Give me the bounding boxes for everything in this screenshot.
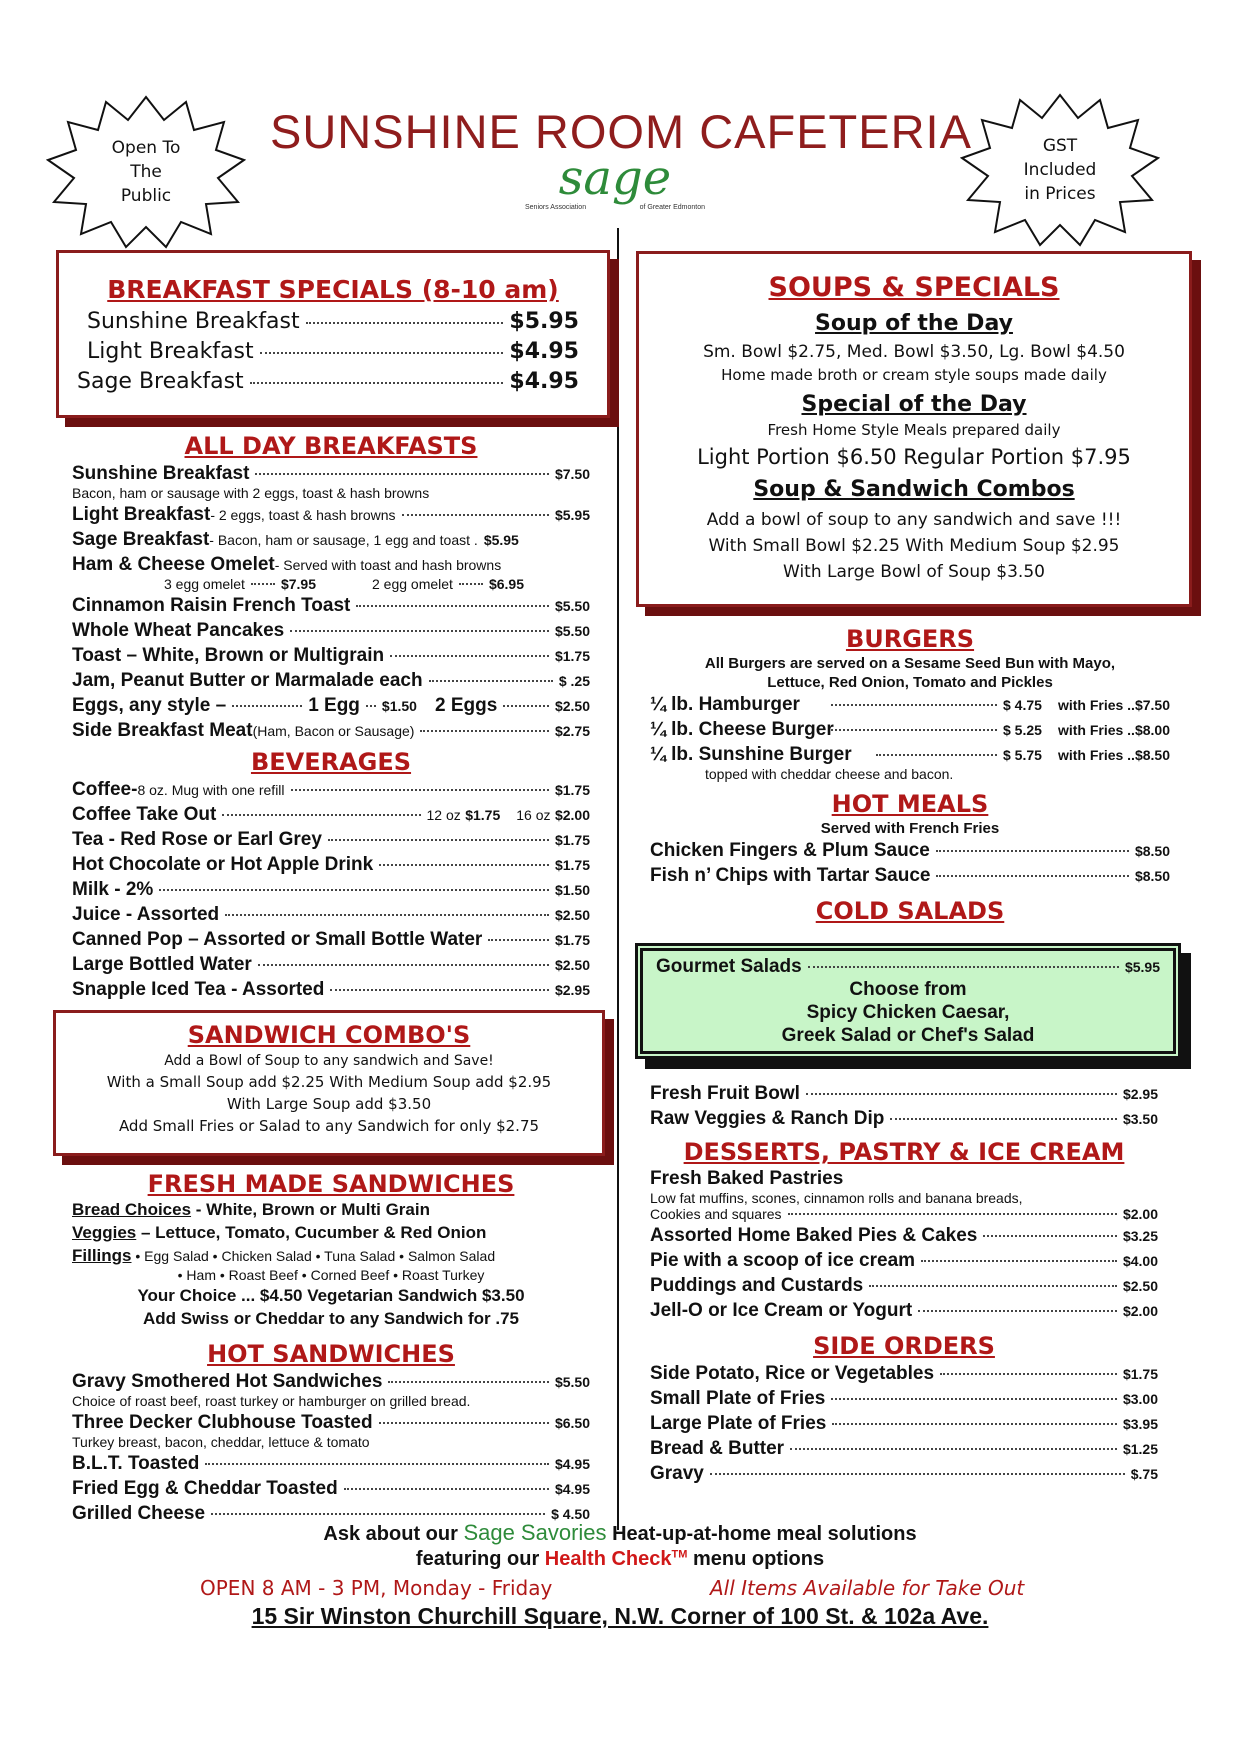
item-price: $5.50: [554, 623, 590, 639]
addon-line: Add Swiss or Cheddar to any Sandwich for .75: [143, 1309, 519, 1328]
footer-text: Heat-up-at-home meal solutions: [606, 1523, 917, 1545]
item-price: $5.95: [483, 532, 519, 548]
menu-row: [72, 979, 590, 1001]
fillings-label: Fillings: [72, 1246, 132, 1265]
option-price: $1.75: [465, 807, 501, 823]
item-name: ¼ lb. Sunshine Burger: [650, 744, 852, 765]
item-price: $4.95: [554, 1456, 590, 1472]
footer-text: Ask about our: [323, 1523, 464, 1545]
item-price: $1.75: [554, 648, 590, 664]
item-name: Coffee Take Out: [72, 804, 217, 825]
item-name: Juice - Assorted: [72, 904, 220, 925]
menu-row: [72, 854, 590, 876]
burst-left-line: The: [130, 162, 162, 182]
menu-row: [650, 865, 1170, 887]
special-note: Fresh Home Style Meals prepared daily: [767, 421, 1061, 439]
burst-right-line: GST: [1042, 136, 1078, 156]
all-day-breakfasts-section: [72, 432, 590, 742]
item-name: Light Breakfast: [72, 504, 211, 525]
footer-text: menu options: [687, 1548, 825, 1570]
menu-row: [650, 1388, 1158, 1410]
item-price: $ 4.50: [551, 1506, 590, 1522]
breakfast-specials-box: [56, 250, 610, 418]
menu-row: [72, 504, 590, 526]
menu-row: [650, 1363, 1158, 1385]
menu-row: [72, 645, 590, 667]
menu-row: [72, 463, 590, 485]
option-name: 2 egg omelet: [372, 576, 453, 592]
item-name: Gravy Smothered Hot Sandwiches: [72, 1371, 383, 1392]
menu-row: [650, 1413, 1158, 1435]
burst-right-line: Included: [1023, 160, 1097, 180]
menu-row: [72, 954, 590, 976]
open-to-public-burst: [46, 92, 246, 252]
item-name: Gravy: [650, 1463, 704, 1484]
item-name: Coffee-: [72, 779, 138, 800]
item-name: Three Decker Clubhouse Toasted: [72, 1412, 373, 1433]
trademark-mark: TM: [671, 1548, 688, 1561]
item-price: $2.50: [554, 957, 590, 973]
item-desc: Choice of roast beef, roast turkey or hamburger on grilled bread.: [72, 1393, 471, 1409]
hot-sandwiches-heading: HOT SANDWICHES: [207, 1340, 455, 1368]
menu-row: [72, 779, 590, 801]
logo-word: sage: [558, 150, 672, 206]
combo-line: Add Small Fries or Salad to any Sandwich for only $2.75: [118, 1117, 540, 1135]
option-price: $7.95: [280, 576, 316, 592]
item-name: Assorted Home Baked Pies & Cakes: [650, 1225, 978, 1246]
veggies-choices: – Lettuce, Tomato, Cucumber & Red Onion: [136, 1223, 487, 1242]
burger-desc: All Burgers are served on a Sesame Seed Bun with Mayo,: [704, 655, 1116, 672]
combo-line: Add a bowl of soup to any sandwich and save !!!: [706, 510, 1122, 530]
item-desc: (Ham, Bacon or Sausage): [252, 723, 415, 739]
combo-line: With Small Bowl $2.25 With Medium Soup $2.95: [708, 536, 1120, 556]
item-price: $4.95: [554, 1481, 590, 1497]
special-price: $4.95: [509, 369, 579, 394]
with-fries-price: with Fries ..$7.50: [1057, 697, 1170, 713]
item-price: $1.50: [554, 882, 590, 898]
page-title: SUNSHINE ROOM CAFETERIA: [270, 105, 972, 158]
hot-meals-section: [650, 790, 1170, 887]
burger-row: [650, 744, 1170, 766]
item-name: Sage Breakfast: [72, 529, 210, 550]
fresh-sandwiches-heading: FRESH MADE SANDWICHES: [147, 1170, 515, 1198]
address-text: 15 Sir Winston Churchill Square, N.W. Corner of 100 St. & 102a Ave.: [251, 1603, 989, 1629]
option-name: 16 oz: [516, 807, 551, 823]
menu-row: [72, 804, 590, 826]
item-name: Whole Wheat Pancakes: [72, 620, 285, 641]
pastries-desc: Low fat muffins, scones, cinnamon rolls and banana breads,: [650, 1190, 1023, 1206]
option-name: 3 egg omelet: [164, 576, 245, 592]
menu-row: [72, 695, 590, 717]
item-price: $1.25: [1122, 1441, 1158, 1457]
special-name: Sunshine Breakfast: [87, 309, 300, 334]
combo-line: With Large Soup add $3.50: [226, 1095, 432, 1113]
fillings-line: [72, 1246, 590, 1266]
veggies-line: [72, 1223, 590, 1243]
bread-label: Bread Choices: [72, 1200, 192, 1219]
combo-line: Add a Bowl of Soup to any sandwich and Save!: [164, 1053, 494, 1069]
item-name: Sunshine Breakfast: [72, 463, 250, 484]
soup-of-the-day: Soup of the Day: [815, 311, 1013, 336]
item-price: $2.95: [554, 982, 590, 998]
soup-sandwich-combos: Soup & Sandwich Combos: [753, 477, 1075, 502]
item-name: Grilled Cheese: [72, 1503, 206, 1524]
all-day-heading: ALL DAY BREAKFASTS: [184, 432, 478, 460]
item-price: $2.95: [1122, 1086, 1158, 1102]
veggies-label: Veggies: [72, 1223, 137, 1242]
item-name: Fried Egg & Cheddar Toasted: [72, 1478, 338, 1499]
item-price: $ .25: [558, 673, 590, 689]
combo-line: With a Small Soup add $2.25 With Medium Soup add $2.95: [106, 1073, 552, 1091]
option-price: $2.50: [554, 698, 590, 714]
item-name: Bread & Butter: [650, 1438, 785, 1459]
item-price: $.75: [1130, 1466, 1158, 1482]
soups-heading: SOUPS & SPECIALS: [768, 272, 1060, 303]
burst-right-line: in Prices: [1024, 184, 1096, 204]
item-name: Small Plate of Fries: [650, 1388, 826, 1409]
item-name: Pie with a scoop of ice cream: [650, 1250, 916, 1271]
sage-savories-text: Sage Savories: [463, 1520, 607, 1545]
menu-row: [650, 1250, 1158, 1272]
item-name: Fish n’ Chips with Tartar Sauce: [650, 865, 931, 886]
item-name: Jell-O or Ice Cream or Yogurt: [650, 1300, 913, 1321]
item-name: Puddings and Custards: [650, 1275, 864, 1296]
item-price: $3.95: [1122, 1416, 1158, 1432]
with-fries-price: with Fries ..$8.00: [1057, 722, 1170, 738]
special-of-the-day: Special of the Day: [801, 392, 1027, 417]
sandwich-combos-box: [53, 1010, 605, 1156]
hours-text: OPEN 8 AM - 3 PM, Monday - Friday: [200, 1576, 553, 1600]
item-price: $2.00: [1122, 1303, 1158, 1319]
menu-row: [72, 929, 590, 951]
menu-row: [72, 720, 590, 742]
gourmet-salads-box: [635, 943, 1181, 1059]
special-row: [77, 309, 579, 334]
portion-prices: Light Portion $6.50 Regular Portion $7.95: [697, 445, 1131, 469]
item-name: Milk - 2%: [72, 879, 154, 900]
column-divider: [617, 228, 619, 1530]
with-fries-price: with Fries ..$8.50: [1057, 747, 1170, 763]
combo-line: With Large Bowl of Soup $3.50: [783, 562, 1045, 582]
item-price: $5.50: [554, 598, 590, 614]
item-name: Fresh Fruit Bowl: [650, 1083, 800, 1104]
item-price: $6.50: [554, 1415, 590, 1431]
item-price: $2.75: [554, 723, 590, 739]
fresh-sandwiches-section: [72, 1170, 590, 1329]
item-name: Snapple Iced Tea - Assorted: [72, 979, 325, 1000]
menu-row: [650, 1300, 1158, 1322]
fillings-line-2: • Ham • Roast Beef • Corned Beef • Roast Turkey: [177, 1267, 485, 1283]
burger-row: [650, 694, 1170, 716]
special-name: Light Breakfast: [87, 339, 254, 364]
savories-line: [0, 1520, 1240, 1546]
hot-meals-note: Served with French Fries: [820, 820, 1000, 837]
burst-left-line: Public: [120, 186, 172, 206]
menu-row: [72, 670, 590, 692]
option-name: 2 Eggs: [434, 695, 498, 716]
item-name: Raw Veggies & Ranch Dip: [650, 1108, 885, 1129]
gst-included-burst: [960, 90, 1160, 250]
item-price: $8.50: [1134, 843, 1170, 859]
option-price: $2.00: [554, 807, 590, 823]
soup-bowls: Sm. Bowl $2.75, Med. Bowl $3.50, Lg. Bowl $4.50: [703, 342, 1125, 362]
item-desc: Bacon, ham or sausage with 2 eggs, toast & hash browns: [72, 485, 430, 501]
menu-row: [72, 1453, 590, 1475]
item-name: Eggs, any style –: [72, 695, 227, 716]
burger-desc: Lettuce, Red Onion, Tomato and Pickles: [767, 674, 1053, 691]
item-price: $1.75: [554, 932, 590, 948]
desserts-section: [650, 1138, 1158, 1322]
item-price: $1.75: [1122, 1366, 1158, 1382]
menu-row: [72, 554, 590, 576]
takeout-text: All Items Available for Take Out: [710, 1576, 1025, 1600]
item-name: Ham & Cheese Omelet: [72, 554, 275, 575]
special-name: Sage Breakfast: [77, 369, 244, 394]
menu-row: [72, 829, 590, 851]
item-price: $2.00: [1122, 1206, 1158, 1222]
beverages-heading: BEVERAGES: [250, 748, 412, 776]
item-name: Side Potato, Rice or Vegetables: [650, 1363, 935, 1384]
item-name: Jam, Peanut Butter or Marmalade each: [72, 670, 423, 691]
health-check-text: Health Check: [544, 1548, 672, 1570]
footer-text: featuring our: [415, 1548, 545, 1570]
menu-row: [650, 1108, 1158, 1130]
item-name: ¼ lb. Hamburger: [650, 694, 800, 715]
item-price: $1.75: [554, 832, 590, 848]
soup-note: Home made broth or cream style soups made daily: [721, 366, 1107, 384]
side-orders-section: [650, 1332, 1158, 1485]
item-price: $5.95: [554, 507, 590, 523]
burger-topping-note: topped with cheddar cheese and bacon.: [705, 766, 954, 782]
salad-choice-line: Greek Salad or Chef's Salad: [781, 1025, 1035, 1046]
menu-row: [650, 1275, 1158, 1297]
health-check-line: [0, 1548, 1240, 1571]
menu-row: [650, 1225, 1158, 1247]
menu-row: [72, 904, 590, 926]
option-name: 12 oz: [426, 807, 461, 823]
burgers-section: [650, 625, 1170, 782]
item-desc: - Bacon, ham or sausage, 1 egg and toast .: [209, 532, 478, 548]
special-row: [77, 369, 579, 394]
item-name: B.L.T. Toasted: [72, 1453, 200, 1474]
item-desc: - Served with toast and hash browns: [274, 557, 502, 573]
menu-row: [650, 1438, 1158, 1460]
special-row: [77, 339, 579, 364]
sage-logo: [525, 150, 705, 211]
item-price: $8.50: [1134, 868, 1170, 884]
menu-row: [72, 595, 590, 617]
bread-line: [72, 1200, 590, 1220]
option-price: $6.95: [488, 576, 524, 592]
hot-meals-heading: HOT MEALS: [831, 790, 989, 818]
option-price: $1.50: [381, 698, 417, 714]
burger-row: [650, 719, 1170, 741]
item-name: Cinnamon Raisin French Toast: [72, 595, 351, 616]
item-name: Canned Pop – Assorted or Small Bottle Water: [72, 929, 483, 950]
item-price: $1.75: [554, 782, 590, 798]
item-name: Gourmet Salads: [656, 956, 802, 977]
bread-choices: - White, Brown or Multi Grain: [191, 1200, 430, 1219]
item-name: ¼ lb. Cheese Burger: [650, 719, 834, 740]
fillings-choices: • Egg Salad • Chicken Salad • Tuna Salad • Salmon Salad: [131, 1248, 496, 1264]
item-name: Large Plate of Fries: [650, 1413, 827, 1434]
pastries-title: Fresh Baked Pastries: [650, 1168, 844, 1189]
item-price: $ 5.25: [1003, 722, 1042, 738]
burst-left-line: Open To: [111, 138, 181, 158]
item-name: Cookies and squares: [650, 1206, 782, 1222]
item-price: $4.00: [1122, 1253, 1158, 1269]
menu-row: [650, 1463, 1158, 1485]
item-price: $3.00: [1122, 1391, 1158, 1407]
item-price: $1.75: [554, 857, 590, 873]
item-price: $ 5.75: [1003, 747, 1042, 763]
item-price: $5.50: [554, 1374, 590, 1390]
breakfast-specials-heading: BREAKFAST SPECIALS (8-10 am): [107, 275, 559, 304]
menu-row: [650, 840, 1170, 862]
item-desc: Turkey breast, bacon, cheddar, lettuce & tomato: [72, 1434, 370, 1450]
side-orders-heading: SIDE ORDERS: [813, 1332, 995, 1360]
item-price: $7.50: [554, 466, 590, 482]
logo-caption-right: of Greater Edmonton: [639, 204, 705, 211]
item-price: $3.25: [1122, 1228, 1158, 1244]
menu-row: [72, 879, 590, 901]
item-name: Side Breakfast Meat: [72, 720, 253, 741]
logo-caption-left: Seniors Association: [525, 204, 587, 211]
item-price: $2.50: [554, 907, 590, 923]
soups-specials-box: [636, 251, 1192, 607]
special-price: $5.95: [509, 309, 579, 334]
hot-sandwiches-section: [72, 1340, 590, 1525]
menu-row: [650, 1083, 1158, 1105]
cold-salads-heading: COLD SALADS: [815, 897, 1005, 925]
item-name: Tea - Red Rose or Earl Grey: [72, 829, 322, 850]
menu-row: [72, 529, 590, 551]
desserts-heading: DESSERTS, PASTRY & ICE CREAM: [683, 1138, 1125, 1166]
omelet-options-row: [72, 576, 590, 592]
salad-choice-line: Choose from: [849, 979, 967, 1000]
salad-extras: [650, 1083, 1158, 1130]
menu-row: [72, 620, 590, 642]
item-name: Large Bottled Water: [72, 954, 252, 975]
item-price: $ 4.75: [1003, 697, 1042, 713]
option-name: 1 Egg: [308, 695, 360, 716]
menu-row: [72, 1371, 590, 1393]
beverages-section: [72, 748, 590, 1001]
item-name: Toast – White, Brown or Multigrain: [72, 645, 385, 666]
item-desc: - 2 eggs, toast & hash browns: [210, 507, 396, 523]
item-price: $2.50: [1122, 1278, 1158, 1294]
sandwich-combos-heading: SANDWICH COMBO'S: [187, 1021, 471, 1049]
item-name: Hot Chocolate or Hot Apple Drink: [72, 854, 374, 875]
item-desc: 8 oz. Mug with one refill: [137, 782, 285, 798]
item-price: $3.50: [1122, 1111, 1158, 1127]
item-price: $5.95: [1124, 959, 1160, 975]
special-price: $4.95: [509, 339, 579, 364]
choice-line: Your Choice ... $4.50 Vegetarian Sandwich $3.50: [137, 1286, 525, 1305]
menu-row: [650, 1206, 1158, 1222]
burgers-heading: BURGERS: [845, 625, 975, 653]
menu-row: [72, 1478, 590, 1500]
menu-row: [72, 1412, 590, 1434]
salad-choice-line: Spicy Chicken Caesar,: [806, 1002, 1010, 1023]
menu-row: [656, 956, 1160, 978]
item-name: Chicken Fingers & Plum Sauce: [650, 840, 930, 861]
